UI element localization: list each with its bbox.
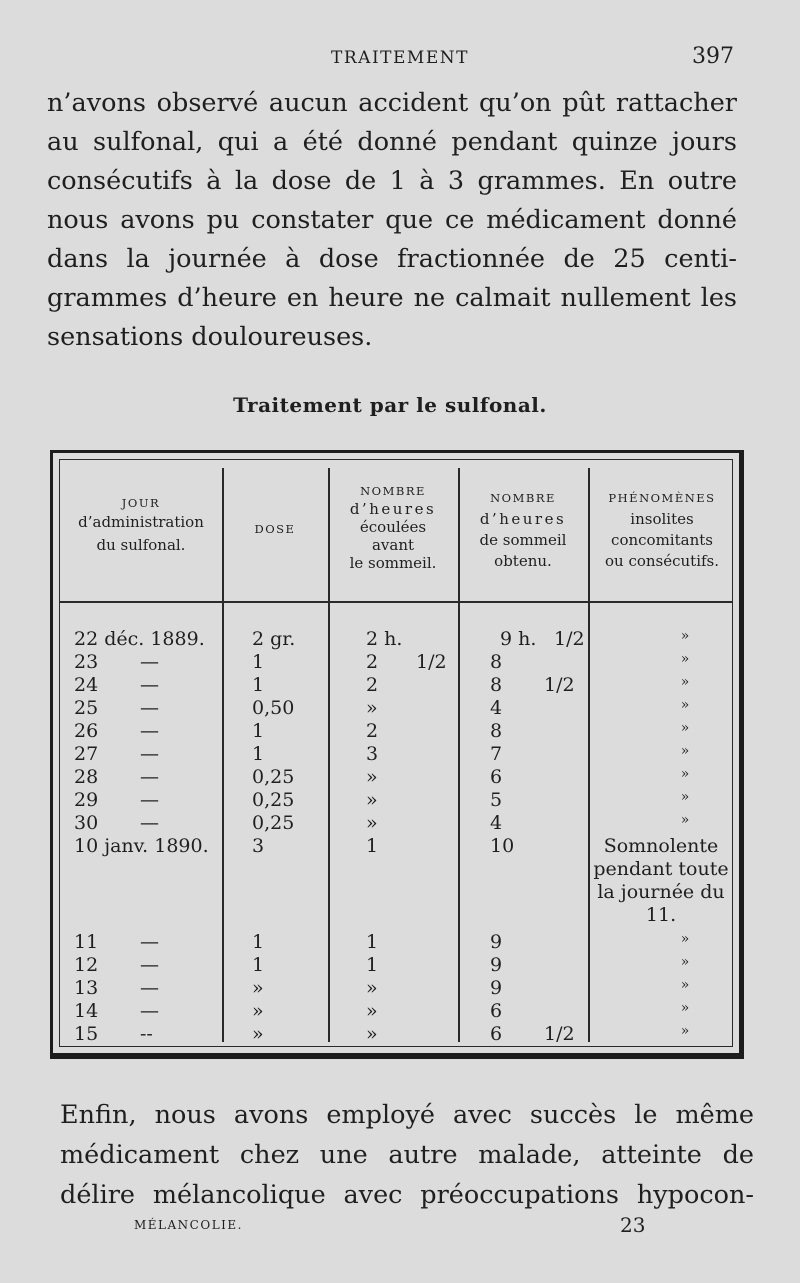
header-phenomena-line: insolites <box>630 510 694 528</box>
table-inner-border <box>59 459 733 1047</box>
cell-dose: » <box>252 1000 264 1022</box>
cell-wait: 1 <box>366 931 379 953</box>
signature-mark: MÉLANCOLIE. <box>134 1218 243 1232</box>
cell-wait: » <box>366 1023 378 1045</box>
cell-wait-fraction: 1/2 <box>416 651 447 673</box>
table-row <box>60 789 732 812</box>
paragraph-line: grammes d’heure en heure ne calmait nullement les <box>47 283 737 313</box>
cell-dose: 1 <box>252 931 265 953</box>
header-day-line: d’administration <box>78 513 204 531</box>
cell-wait: 2 <box>366 720 379 742</box>
header-wait-line: avant <box>371 536 415 554</box>
cell-day: 27 <box>74 743 99 765</box>
paragraph-line: sensations douloureuses. <box>47 322 373 352</box>
cell-day: 26 <box>74 720 99 742</box>
cell-sleep: 7 <box>490 743 503 765</box>
header-sleep-line: obtenu. <box>494 552 552 570</box>
cell-sleep: 5 <box>490 789 503 811</box>
signature-number: 23 <box>620 1213 646 1237</box>
header-dose-label: DOSE <box>254 522 296 536</box>
cell-wait: » <box>366 977 378 999</box>
paragraph-1 <box>47 84 737 357</box>
header-phenomena <box>588 488 736 572</box>
cell-phenomena: » <box>680 651 690 667</box>
table-row <box>60 954 732 977</box>
cell-ditto: — <box>140 697 159 719</box>
cell-wait: » <box>366 812 378 834</box>
cell-day: 14 <box>74 1000 99 1022</box>
cell-sleep: 8 <box>490 720 503 742</box>
cell-phenomena: » <box>680 1023 690 1039</box>
table-row <box>60 1023 732 1046</box>
cell-day: 24 <box>74 674 99 696</box>
cell-dose: » <box>252 977 264 999</box>
header-day <box>60 494 222 555</box>
cell-ditto: — <box>140 651 159 673</box>
cell-dose: 1 <box>252 674 265 696</box>
header-wait-line: NOMBRE <box>360 484 426 498</box>
cell-day: 28 <box>74 766 99 788</box>
paragraph-line: dans la journée à dose fractionnée de 25 centi- <box>47 244 737 274</box>
cell-dose: 1 <box>252 720 265 742</box>
cell-sleep: 6 <box>490 1000 503 1022</box>
cell-day: 10 janv. 1890. <box>74 835 209 857</box>
cell-wait: 3 <box>366 743 379 765</box>
paragraph-line: consécutifs à la dose de 1 à 3 grammes. En outre <box>47 166 737 196</box>
cell-sleep-fraction: 1/2 <box>544 1023 575 1045</box>
header-wait-line: d’heures <box>349 500 437 518</box>
cell-sleep-fraction: 1/2 <box>554 628 585 650</box>
cell-phenomena: » <box>680 812 690 828</box>
header-wait-line: écoulées <box>359 518 427 536</box>
table-row <box>60 628 732 651</box>
header-sleep-line: NOMBRE <box>490 491 556 505</box>
cell-dose: 0,25 <box>252 766 295 788</box>
cell-dose: 2 gr. <box>252 628 296 650</box>
table-row <box>60 931 732 954</box>
cell-dose: 0,25 <box>252 789 295 811</box>
cell-ditto: — <box>140 674 159 696</box>
paragraph-line: n’avons observé aucun accident qu’on pût rattacher <box>47 88 737 118</box>
cell-dose: 1 <box>252 954 265 976</box>
cell-phenomena: » <box>680 977 690 993</box>
cell-ditto: — <box>140 931 159 953</box>
running-title: TRAITEMENT <box>331 48 469 68</box>
cell-dose: » <box>252 1023 264 1045</box>
cell-phenomena: » <box>680 697 690 713</box>
cell-ditto: — <box>140 743 159 765</box>
header-phenomena-line: ou consécutifs. <box>604 552 720 570</box>
table-row <box>60 674 732 697</box>
header-divider <box>60 601 732 603</box>
paragraph-line: nous avons pu constater que ce médicament donné <box>47 205 737 235</box>
cell-phenomena: » <box>680 931 690 947</box>
cell-wait: 2 <box>366 674 379 696</box>
cell-phenomena: » <box>680 1000 690 1016</box>
cell-sleep: 4 <box>490 697 503 719</box>
cell-day: 22 déc. 1889. <box>74 628 205 650</box>
cell-phenomena: » <box>680 720 690 736</box>
treatment-table <box>50 450 744 1059</box>
cell-dose: 3 <box>252 835 265 857</box>
cell-wait: » <box>366 1000 378 1022</box>
cell-wait: 2 <box>366 651 379 673</box>
table-row <box>60 720 732 743</box>
table-row <box>60 977 732 1000</box>
cell-phenomena: » <box>680 743 690 759</box>
cell-phenomena: » <box>680 628 690 644</box>
header-phenomena-line: concomitants <box>611 531 713 549</box>
cell-dose: 0,25 <box>252 812 295 834</box>
cell-ditto: — <box>140 766 159 788</box>
cell-phenomena-note: Somnolente pendant toute la journée du 11. <box>593 835 729 926</box>
table-row <box>60 697 732 720</box>
table-row <box>60 835 732 931</box>
cell-ditto: — <box>140 789 159 811</box>
header-sleep-line: d’heures <box>479 510 567 528</box>
cell-ditto: — <box>140 954 159 976</box>
cell-sleep: 10 <box>490 835 515 857</box>
paragraph-2 <box>60 1095 754 1215</box>
paragraph-line: médicament chez une autre malade, atteinte de <box>60 1140 754 1170</box>
cell-phenomena: » <box>680 954 690 970</box>
paragraph-line: au sulfonal, qui a été donné pendant quinze jours <box>47 127 737 157</box>
cell-ditto: — <box>140 1000 159 1022</box>
header-sleep <box>458 488 588 572</box>
cell-phenomena: » <box>680 789 690 805</box>
table-row <box>60 651 732 674</box>
cell-day: 11 <box>74 931 99 953</box>
cell-wait: 2 h. <box>366 628 403 650</box>
cell-day: 30 <box>74 812 99 834</box>
header-day-line: du sulfonal. <box>96 536 186 554</box>
header-wait-line: le sommeil. <box>349 554 437 572</box>
cell-day: 25 <box>74 697 99 719</box>
cell-day: 23 <box>74 651 99 673</box>
table-row <box>60 1000 732 1023</box>
cell-day: 13 <box>74 977 99 999</box>
table-row <box>60 812 732 835</box>
cell-wait: 1 <box>366 954 379 976</box>
cell-wait: » <box>366 766 378 788</box>
header-dose <box>222 520 328 539</box>
cell-wait: » <box>366 697 378 719</box>
cell-sleep: 9 <box>490 931 503 953</box>
table-title: Traitement par le sulfonal. <box>233 393 547 417</box>
cell-sleep: 9 <box>490 954 503 976</box>
header-phenomena-line: PHÉNOMÈNES <box>608 491 716 505</box>
cell-sleep: 6 <box>490 766 503 788</box>
paragraph-line: délire mélancolique avec préoccupations hypocon- <box>60 1180 754 1210</box>
cell-day: 15 <box>74 1023 99 1045</box>
cell-day: 29 <box>74 789 99 811</box>
running-header <box>0 44 800 72</box>
cell-sleep: 8 <box>490 674 503 696</box>
cell-sleep: 9 <box>490 977 503 999</box>
cell-ditto: — <box>140 720 159 742</box>
cell-ditto: -- <box>140 1023 153 1045</box>
paragraph-line: Enfin, nous avons employé avec succès le même <box>60 1100 754 1130</box>
cell-ditto: — <box>140 977 159 999</box>
cell-ditto: — <box>140 812 159 834</box>
cell-sleep: 9 h. <box>500 628 537 650</box>
cell-sleep-fraction: 1/2 <box>544 674 575 696</box>
cell-phenomena: » <box>680 674 690 690</box>
table-row <box>60 743 732 766</box>
cell-dose: 0,50 <box>252 697 295 719</box>
cell-dose: 1 <box>252 651 265 673</box>
cell-sleep: 8 <box>490 651 503 673</box>
cell-phenomena: » <box>680 766 690 782</box>
cell-dose: 1 <box>252 743 265 765</box>
cell-sleep: 4 <box>490 812 503 834</box>
header-day-line: JOUR <box>121 496 161 510</box>
cell-wait: 1 <box>366 835 379 857</box>
header-sleep-line: de sommeil <box>479 531 567 549</box>
cell-day: 12 <box>74 954 99 976</box>
cell-sleep: 6 <box>490 1023 503 1045</box>
header-wait <box>328 482 458 572</box>
cell-wait: » <box>366 789 378 811</box>
page-number: 397 <box>692 44 734 69</box>
table-row <box>60 766 732 789</box>
